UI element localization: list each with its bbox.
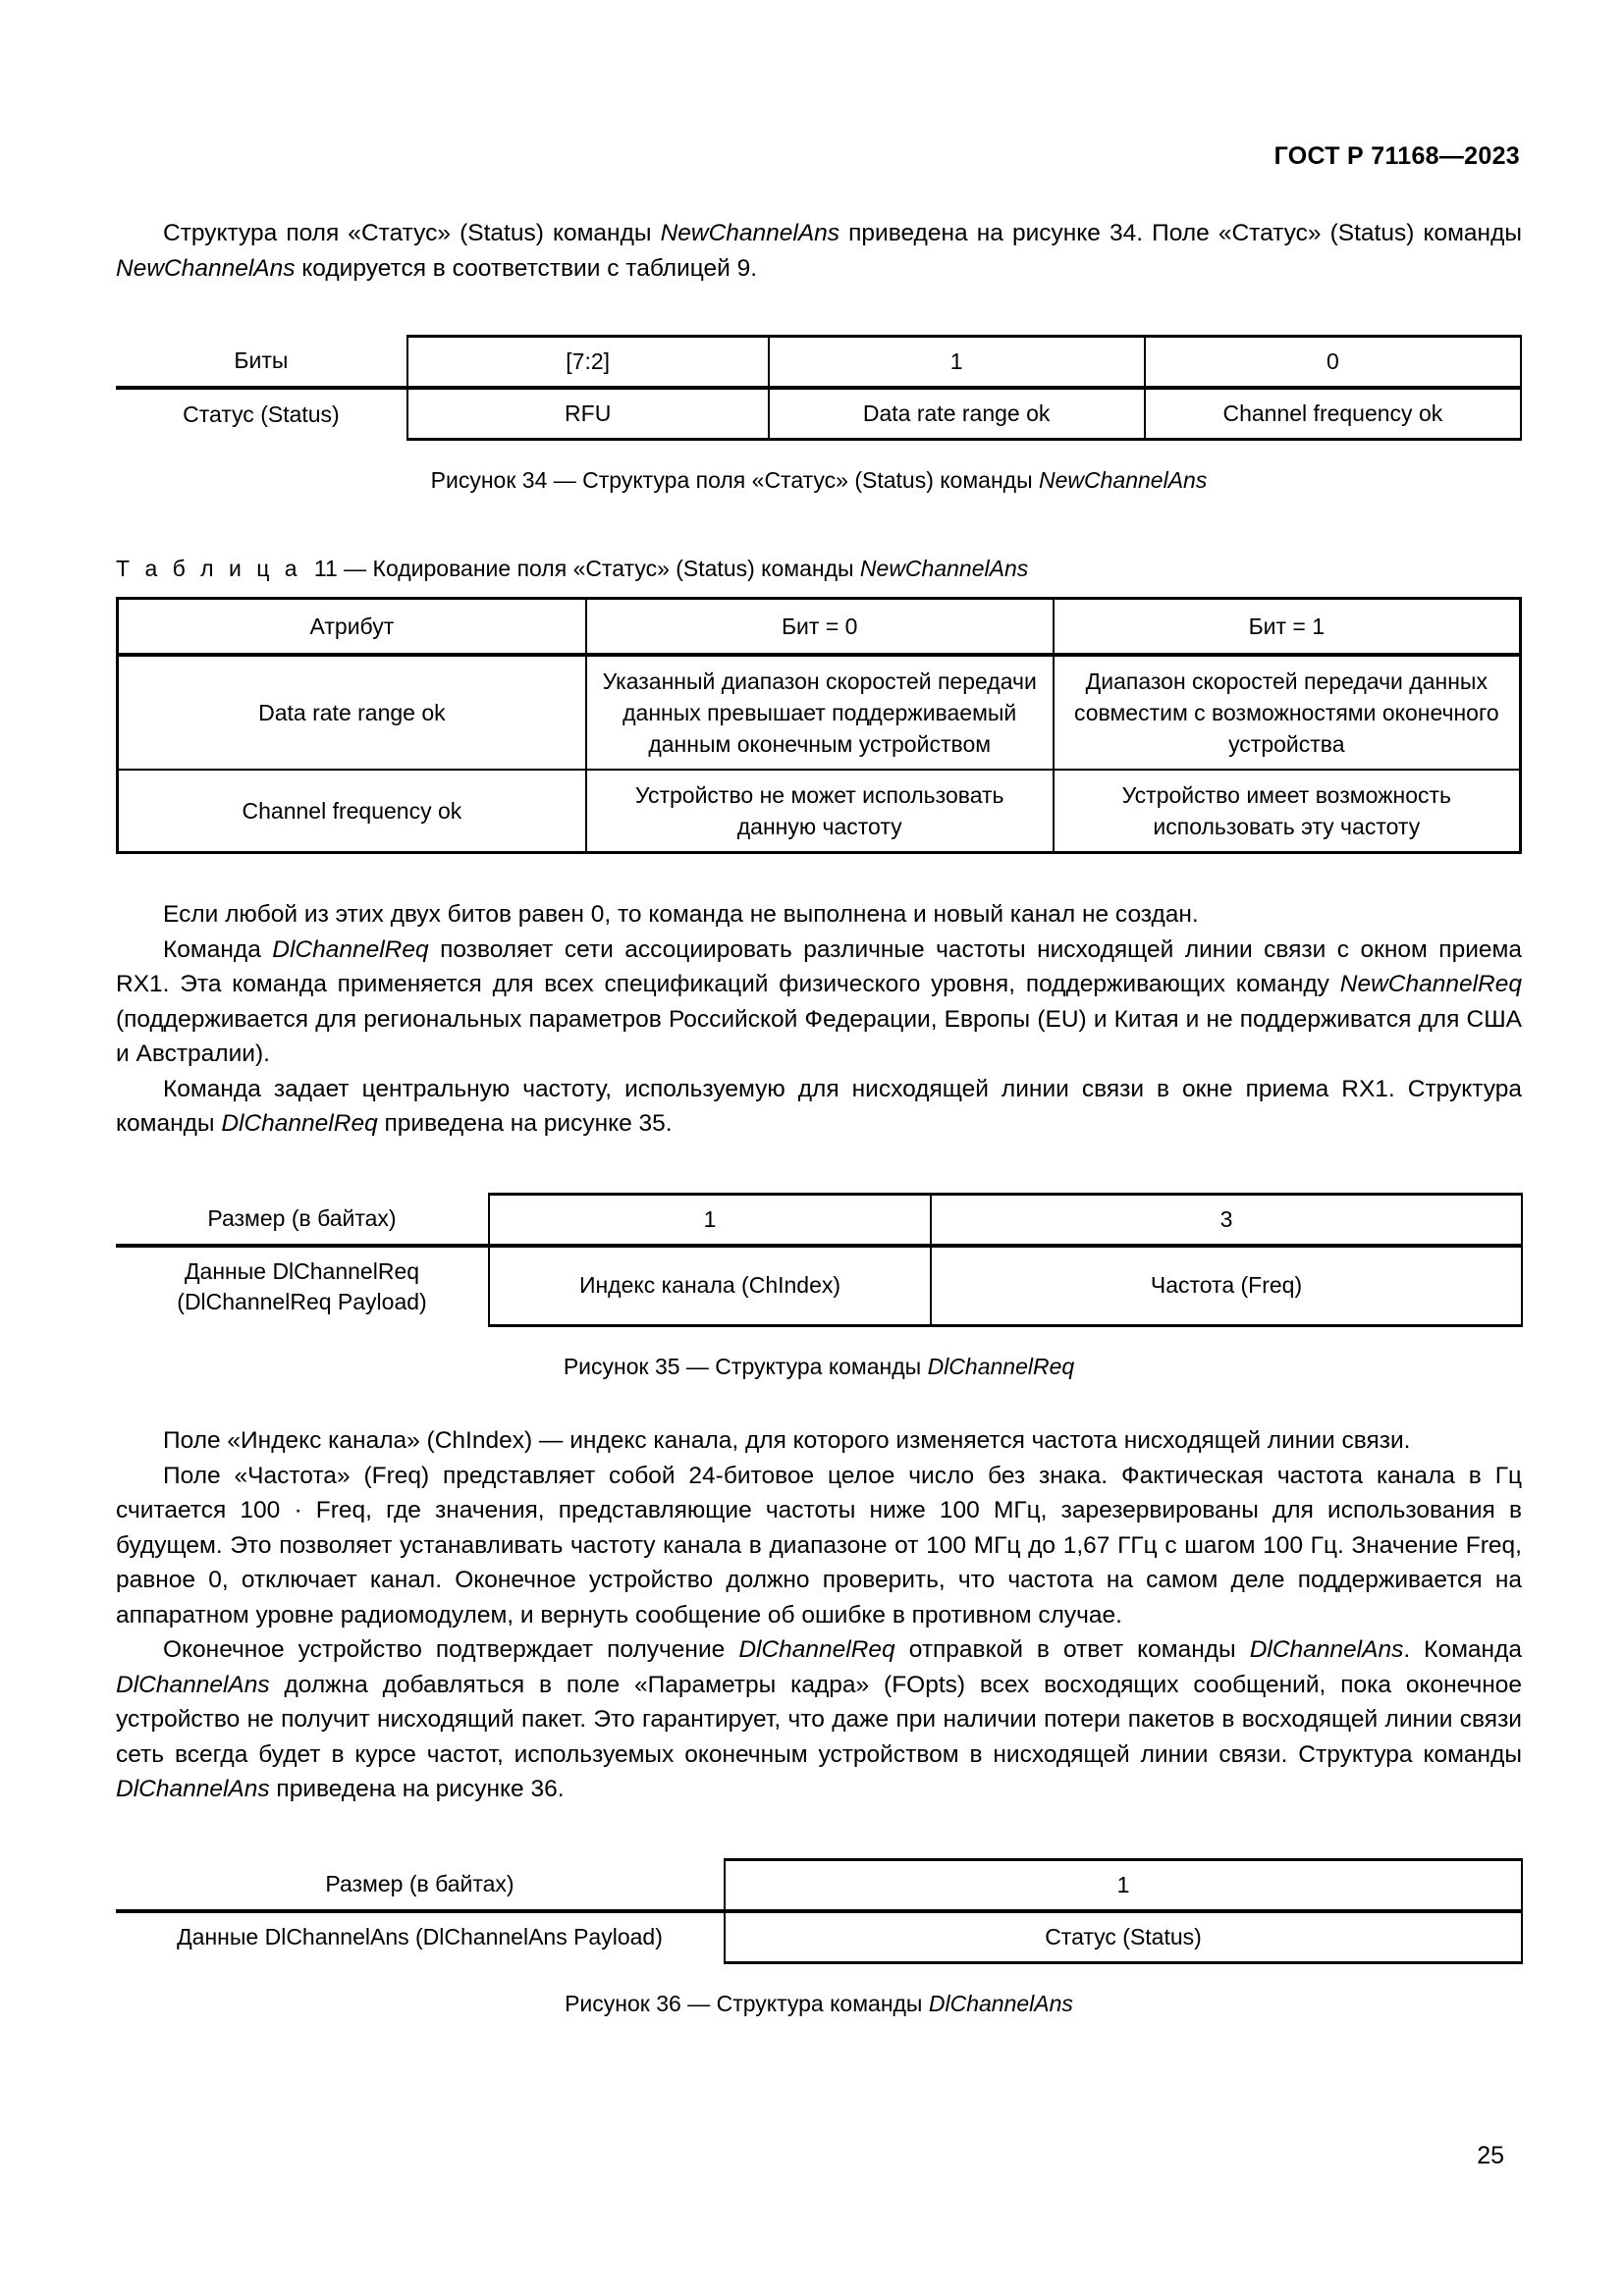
body-paragraph-5: Поле «Частота» (Freq) представляет собой 24-битовое целое число без знака. Фактическая частота канала в Гц считается 100 · Freq, где значения, представляющие частоты ниже 100 МГц, зарезервированы для использования в будущем. Это позволяет устанавливать частоту канала в диапазоне от 100 МГц до 1,67 ГГц с шагом 100 Гц. Значение Freq, равное 0, отключает канал. Оконечное устройство должно проверить, что частота на самом деле поддерживается на аппаратном уровне радиомодулем, и вернуть сообщение об ошибке в противном случае. — [116, 1462, 1522, 1629]
page-number: 25 — [1477, 2142, 1504, 2169]
figure-34-cell-bit-0: 0 — [1145, 337, 1521, 389]
table-11-bit1-channel-frequency-ok: Устройство имеет возможность использовать эту частоту — [1054, 770, 1521, 853]
table-11-bit0-data-rate-range-ok: Указанный диапазон скоростей передачи данных превышает поддерживаемый данным оконечным устройством — [586, 655, 1054, 770]
intro-paragraph — [116, 216, 1522, 286]
intro-italic-newchannelans-2: NewChannelAns — [116, 254, 296, 282]
body-p2-part-2: позволяет сети ассоциировать различные частоты нисходящей линии связи с окном приема RX1. Эта команда применяется для всех спецификаций физического уровня, поддерживающих команду — [116, 935, 1522, 997]
figure-36-table — [116, 1858, 1523, 1964]
table-row — [116, 337, 1521, 389]
figure-35-label-line-2: (DlChannelReq Payload) — [177, 1288, 427, 1314]
figure-35-label-line-1: Данные DlChannelReq — [184, 1257, 420, 1284]
table-11-header-bit-1: Бит = 1 — [1054, 599, 1521, 656]
body-paragraph-6 — [116, 1632, 1522, 1807]
figure-35-table — [116, 1193, 1523, 1328]
figure-35-cell-freq: Частота (Freq) — [931, 1246, 1522, 1326]
figure-36-caption — [116, 1991, 1522, 2017]
figure-35-cell-chindex: Индекс канала (ChIndex) — [489, 1246, 931, 1326]
intro-text-part-2: приведена на рисунке 34. Поле «Статус» (Status) команды — [839, 220, 1522, 246]
figure-34-caption-italic: NewChannelAns — [1039, 467, 1208, 493]
table-header-row — [118, 599, 1521, 656]
figure-34-cell-rfu: RFU — [407, 388, 769, 440]
figure-34-cell-bits-range: [7:2] — [407, 337, 769, 389]
table-row — [116, 1859, 1522, 1911]
figure-36-cell-status: Статус (Status) — [725, 1911, 1522, 1963]
body-p6-part-3: . Команда — [1403, 1636, 1523, 1663]
table-row — [116, 388, 1521, 440]
table-row — [118, 655, 1521, 770]
table-11-attribute-channel-frequency-ok: Channel frequency ok — [118, 770, 586, 853]
table-11-title-text: — Кодирование поля «Статус» (Status) команды — [337, 556, 860, 581]
figure-35-row-label-payload — [116, 1246, 489, 1326]
figure-35-cell-size-chindex: 1 — [489, 1194, 931, 1246]
figure-34-row-label-status: Статус (Status) — [116, 388, 407, 440]
body-paragraph-1: Если любой из этих двух битов равен 0, то команда не выполнена и новый канал не создан. — [163, 901, 1199, 928]
figure-36-caption-text: Рисунок 36 — Структура команды — [565, 1990, 929, 2016]
figure-35-caption-italic: DlChannelReq — [927, 1354, 1075, 1379]
figure-36-cell-size-status: 1 — [725, 1859, 1522, 1911]
body-paragraph-3 — [116, 1072, 1522, 1142]
body-p6-part-5: приведена на рисунке 36. — [269, 1776, 565, 1802]
table-11-title-italic: NewChannelAns — [859, 556, 1029, 581]
document-header — [116, 0, 1522, 171]
figure-34-row-label-bits: Биты — [234, 347, 289, 374]
table-row — [116, 1194, 1522, 1246]
body-p2-part-3: (поддерживается для региональных параметров Российской Федерации, Европы (EU) и Китая и не поддерживатся для США и Австралии). — [116, 1005, 1522, 1067]
table-11-bit1-data-rate-range-ok: Диапазон скоростей передачи данных совместим с возможностями оконечного устройства — [1054, 655, 1521, 770]
body-p3-part-2: приведена на рисунке 35. — [377, 1110, 673, 1137]
standard-identifier: ГОСТ Р 71168—2023 — [1273, 142, 1520, 170]
table-11-attribute-data-rate-range-ok: Data rate range ok — [118, 655, 586, 770]
body-p6-italic-dlchannelans-2: DlChannelAns — [116, 1671, 270, 1698]
figure-34-cell-bit-1: 1 — [769, 337, 1145, 389]
body-p2-italic-newchannelreq: NewChannelReq — [1339, 971, 1522, 997]
table-11-header-bit-0: Бит = 0 — [586, 599, 1054, 656]
page-content — [116, 0, 1522, 2017]
table-row — [116, 1246, 1522, 1326]
body-p6-part-4: должна добавляться в поле «Параметры кадра» (FOpts) всех восходящих сообщений, пока оконечное устройство не получит нисходящий пакет. Это гарантирует, что даже при наличии потери пакетов в восходящей линии связи сеть всегда будет в курсе частот, используемых оконечным устройством в нисходящей линии связи. Структура команды — [116, 1671, 1522, 1768]
figure-34-cell-data-rate-range-ok: Data rate range ok — [769, 388, 1145, 440]
body-p2-italic-dlchannelreq: DlChannelReq — [272, 935, 429, 963]
body-p6-italic-dlchannelans-3: DlChannelAns — [116, 1776, 270, 1802]
body-p6-part-1: Оконечное устройство подтверждает получение — [163, 1636, 739, 1663]
figure-35-caption — [116, 1354, 1522, 1380]
figure-35-cell-size-freq: 3 — [931, 1194, 1522, 1246]
figure-35-row-label-size: Размер (в байтах) — [207, 1204, 397, 1231]
body-p2-part-1: Команда — [163, 935, 273, 963]
figure-34-caption — [116, 467, 1522, 494]
table-11-bit0-channel-frequency-ok: Устройство не может использовать данную частоту — [586, 770, 1054, 853]
figure-34-caption-text: Рисунок 34 — Структура поля «Статус» (Status) команды — [430, 467, 1040, 493]
table-11 — [116, 597, 1522, 854]
body-p3-italic-dlchannelreq: DlChannelReq — [221, 1110, 378, 1137]
body-p3-part-1: Команда задает центральную частоту, используемую для нисходящей линии связи в окне приема RX1. Структура команды — [116, 1075, 1522, 1137]
table-row — [118, 770, 1521, 853]
intro-text-part-3: кодируется в соответствии с таблицей 9. — [295, 254, 758, 282]
table-11-title-number: 11 — [313, 556, 338, 581]
body-p6-part-2: отправкой в ответ команды — [894, 1636, 1250, 1663]
body-p6-italic-dlchannelans-1: DlChannelAns — [1249, 1636, 1404, 1663]
body-paragraph-2 — [116, 933, 1522, 1072]
figure-36-row-label-payload: Данные DlChannelAns (DlChannelAns Payload) — [116, 1911, 725, 1963]
table-11-title-label: Т а б л и ц а — [116, 556, 302, 581]
figure-34-cell-channel-frequency-ok: Channel frequency ok — [1145, 388, 1521, 440]
body-paragraph-4: Поле «Индекс канала» (ChIndex) — индекс канала, для которого изменяется частота нисходящей линии связи. — [163, 1427, 1411, 1454]
figure-35-caption-text: Рисунок 35 — Структура команды — [563, 1354, 928, 1379]
table-11-header-attribute: Атрибут — [118, 599, 586, 656]
figure-34-table — [116, 335, 1522, 441]
table-11-title — [116, 556, 1522, 582]
body-p6-italic-dlchannelreq: DlChannelReq — [738, 1636, 895, 1663]
table-row — [116, 1911, 1522, 1963]
figure-36-caption-italic: DlChannelAns — [928, 1990, 1073, 2016]
figure-36-row-label-size: Размер (в байтах) — [325, 1870, 514, 1896]
intro-italic-newchannelans-1: NewChannelAns — [660, 220, 840, 246]
intro-text-part-1: Структура поля «Статус» (Status) команды — [163, 220, 661, 246]
